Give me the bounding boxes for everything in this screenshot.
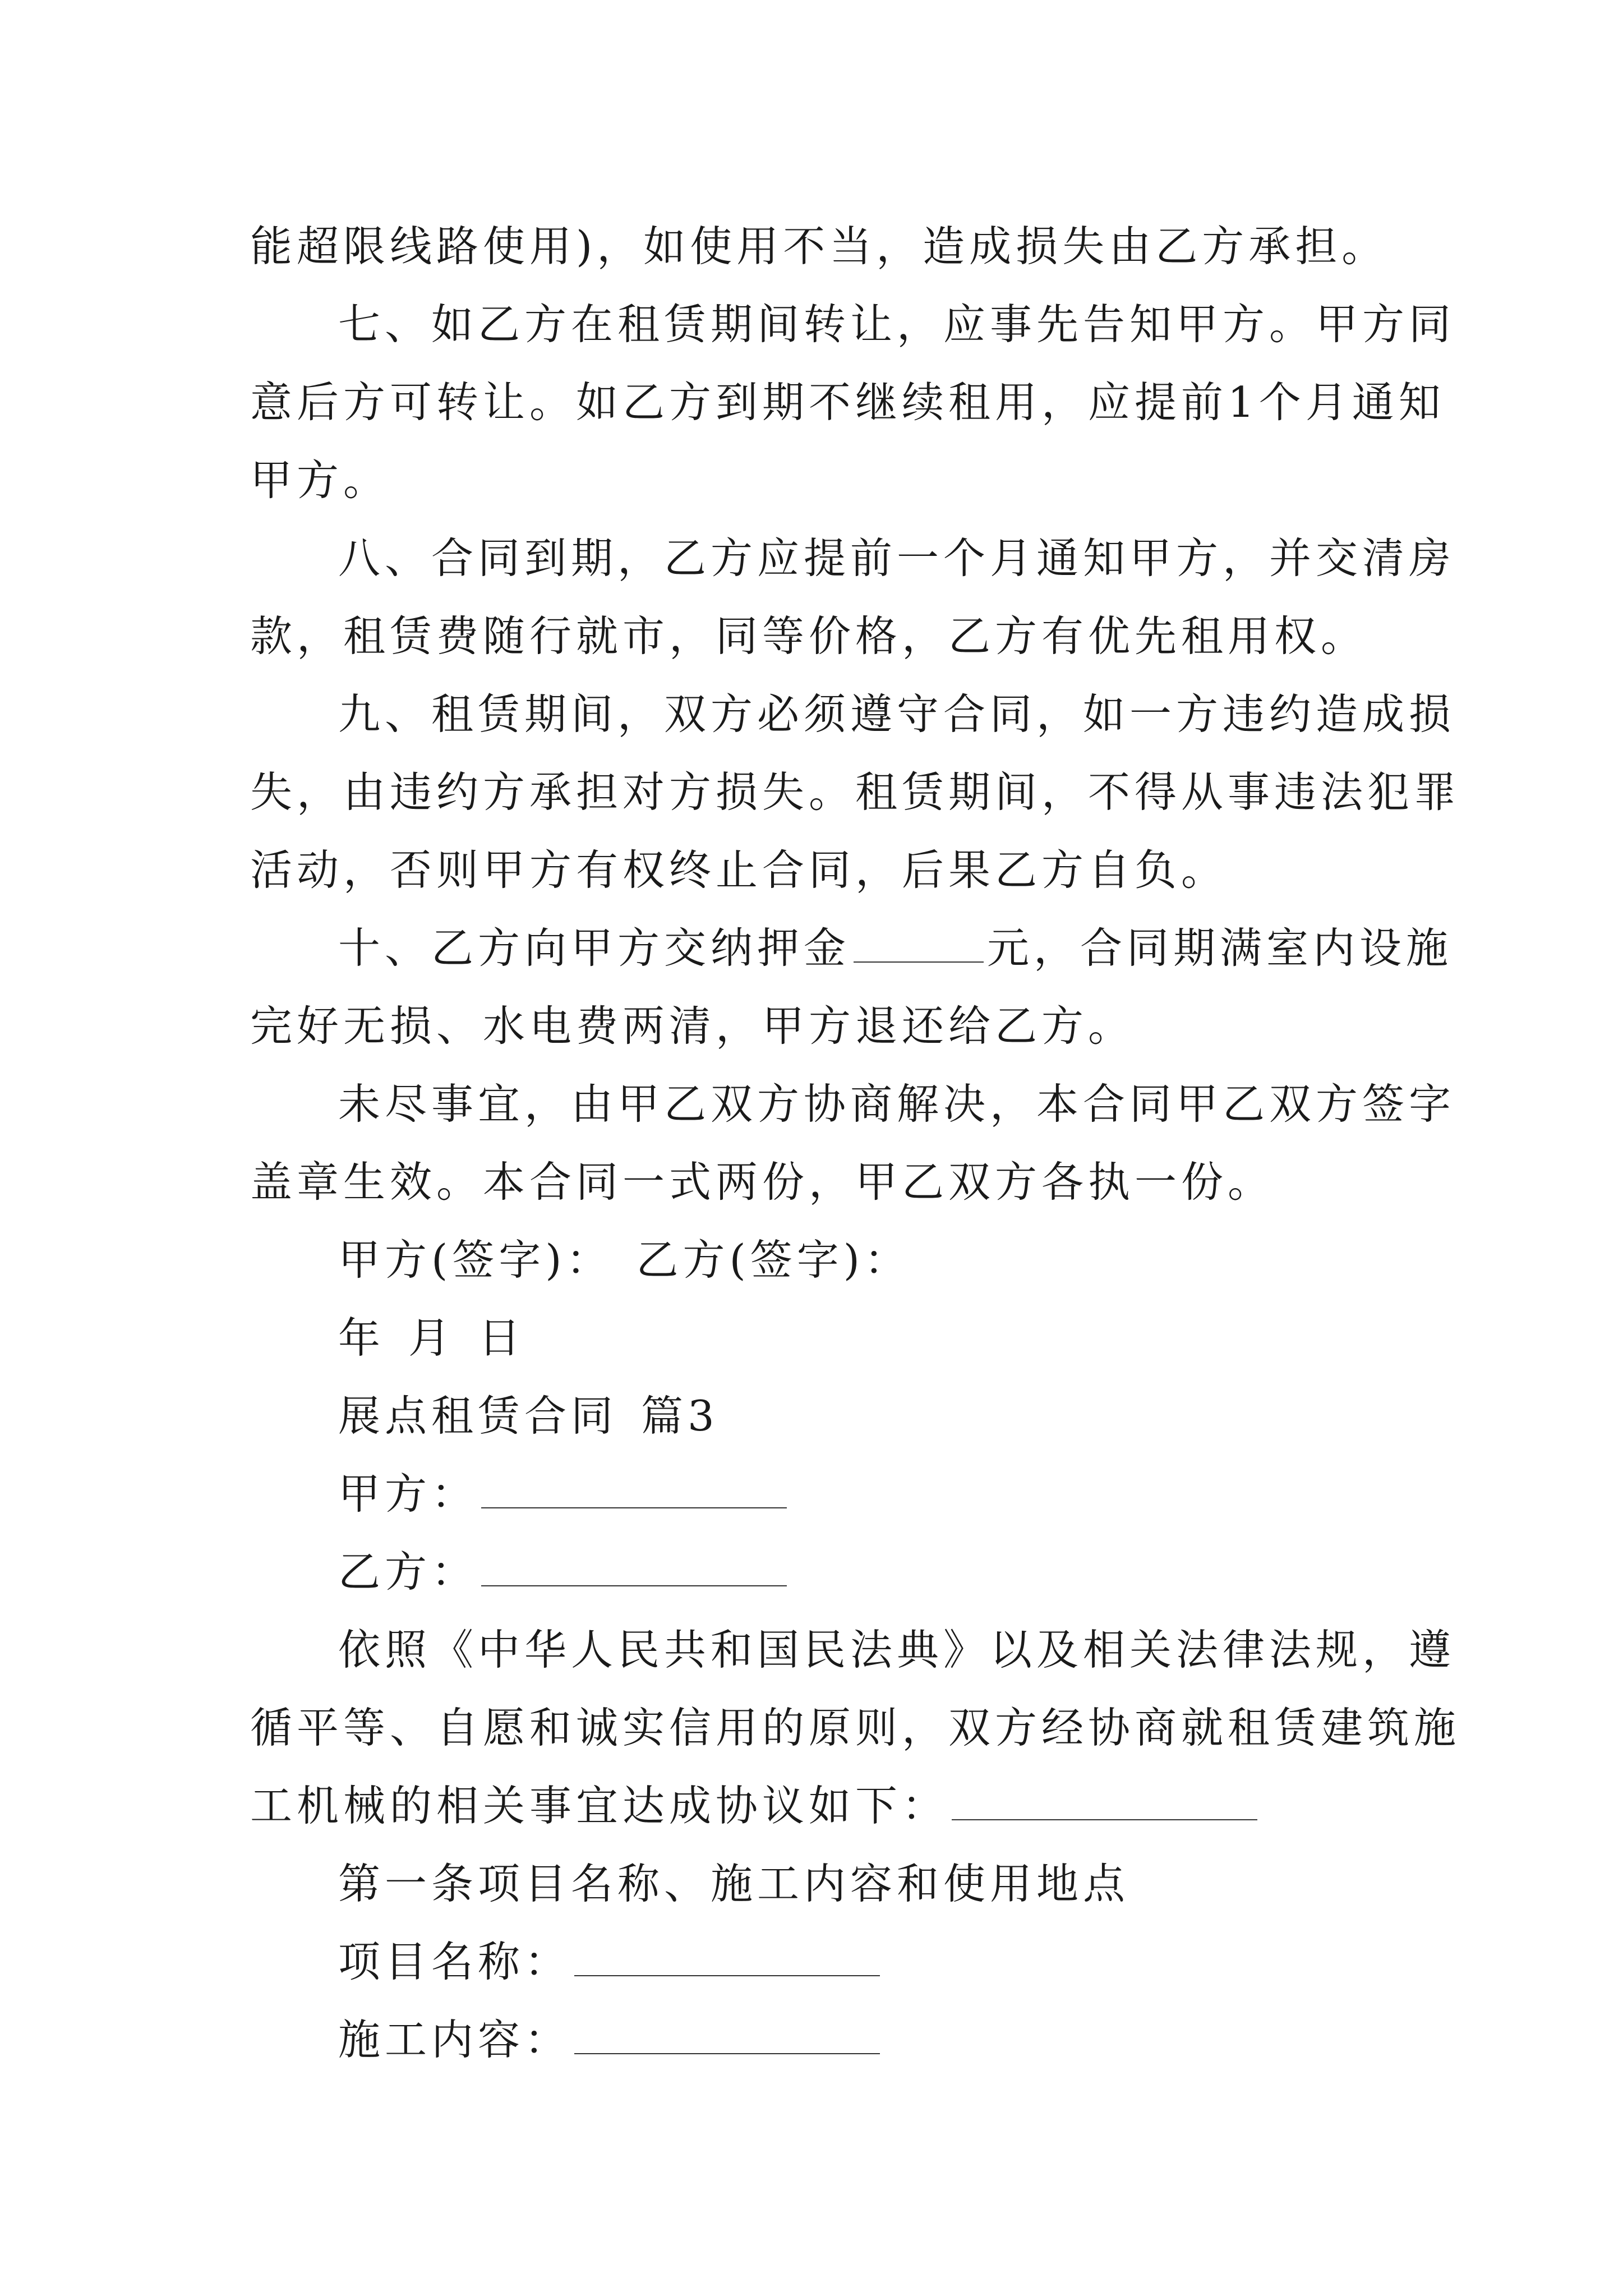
clause-ten-text: 十、乙方向甲方交纳押金 [338, 923, 851, 973]
party-a-signature-label: 甲方(签字)： [338, 1235, 613, 1285]
clause-eight-line: 款，租赁费随行就市，同等价格，乙方有优先租用权。 [250, 611, 1368, 661]
clause-nine-line: 失，由违约方承担对方损失。租赁期间，不得从事违法犯罪 [250, 767, 1461, 817]
construction-content-line [250, 2001, 1394, 2079]
signature-line [250, 1221, 1394, 1299]
contract-title [250, 1377, 1394, 1455]
closing-line: 盖章生效。本合同一式两份，甲乙双方各执一份。 [250, 1157, 1275, 1207]
party-b-blank[interactable] [481, 1552, 787, 1586]
clause-seven-line: 七、如乙方在租赁期间转让，应事先告知甲方。甲方同 [338, 300, 1456, 349]
intro-line [250, 1767, 1394, 1845]
clause-ten-line: 完好无损、水电费两清，甲方退还给乙方。 [250, 1001, 1135, 1051]
party-b-label: 乙方： [338, 1547, 478, 1596]
party-a-label: 甲方： [338, 1469, 478, 1519]
clause-ten-line [250, 909, 1453, 987]
clause-ten-text: 元，合同期满室内设施 [987, 923, 1453, 973]
paragraph-line: 能超限线路使用)，如使用不当，造成损失由乙方承担。 [250, 222, 1389, 271]
clause-seven-line: 意后方可转让。如乙方到期不继续租用，应提前1个月通知 [250, 378, 1445, 427]
contract-title-suffix: 篇3 [641, 1391, 719, 1441]
month-label: 月 [408, 1313, 455, 1363]
intro-text: 工机械的相关事宜达成协议如下： [250, 1781, 949, 1830]
clause-nine-line: 活动，否则甲方有权终止合同，后果乙方自负。 [250, 845, 1228, 895]
intro-line: 依照《中华人民共和国民法典》以及相关法律法规，遵 [338, 1625, 1456, 1674]
clause-nine-line: 九、租赁期间，双方必须遵守合同，如一方违约造成损 [338, 689, 1456, 739]
contract-title-text: 展点租赁合同 [338, 1391, 618, 1441]
clause-eight-line: 八、合同到期，乙方应提前一个月通知甲方，并交清房 [338, 533, 1456, 583]
construction-content-blank[interactable] [574, 2019, 880, 2054]
project-name-line [250, 1923, 1394, 2001]
agreement-blank[interactable] [952, 1786, 1257, 1820]
party-b-line [250, 1533, 1394, 1611]
construction-content-label: 施工内容： [338, 2015, 571, 2064]
party-a-line [250, 1455, 1394, 1533]
intro-line: 循平等、自愿和诚实信用的原则，双方经协商就租赁建筑施 [250, 1703, 1461, 1752]
party-a-blank[interactable] [481, 1474, 787, 1508]
clause-seven-line: 甲方。 [250, 455, 390, 505]
deposit-blank[interactable] [854, 928, 984, 963]
day-label: 日 [478, 1313, 525, 1363]
date-line [250, 1299, 1394, 1377]
project-name-blank[interactable] [574, 1941, 880, 1976]
closing-line: 未尽事宜，由甲乙双方协商解决，本合同甲乙双方签字 [338, 1079, 1456, 1129]
year-label: 年 [338, 1313, 385, 1363]
document-body [250, 208, 1461, 2079]
article-one-title: 第一条项目名称、施工内容和使用地点 [338, 1859, 1130, 1908]
project-name-label: 项目名称： [338, 1937, 571, 1986]
party-b-signature-label: 乙方(签字)： [636, 1235, 911, 1285]
